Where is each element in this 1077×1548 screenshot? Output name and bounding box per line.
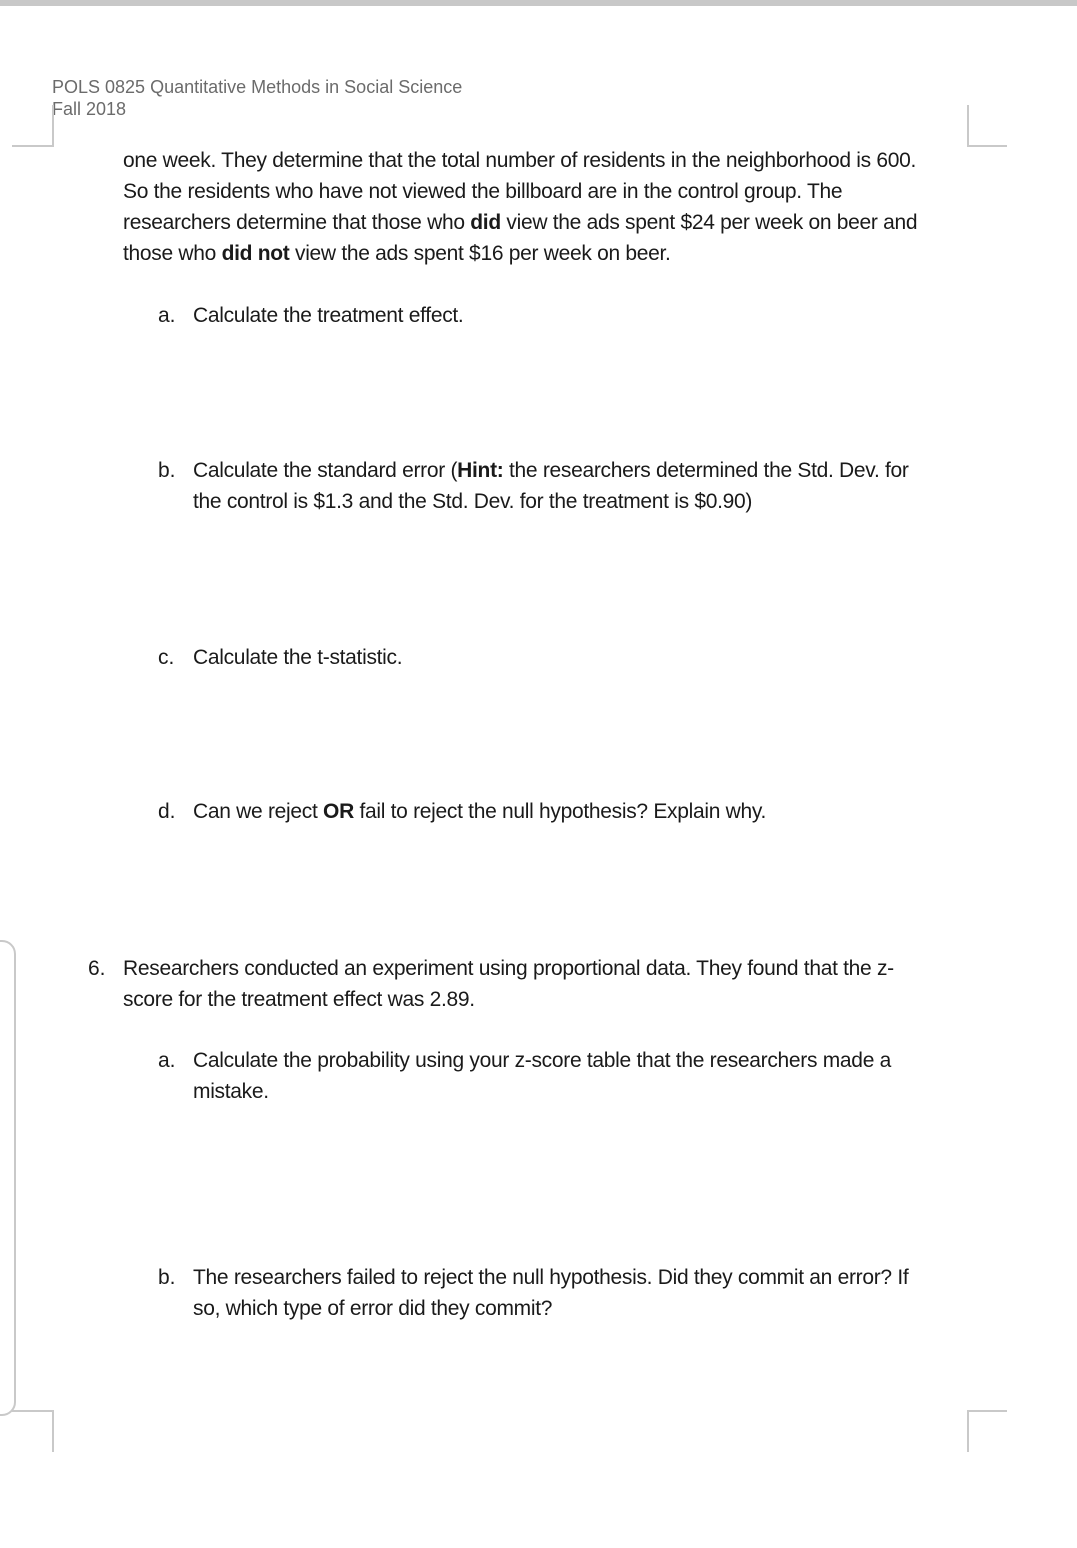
course-term: Fall 2018 bbox=[52, 99, 127, 119]
intro-emphasis: did bbox=[470, 211, 501, 234]
intro-text: view the ads spent $16 per week on beer. bbox=[289, 242, 671, 265]
subquestion-marker: d. bbox=[158, 800, 176, 823]
q6a-line: Calculate the probability using your z-score table that the researchers made a bbox=[193, 1049, 891, 1072]
hint-label: Hint: bbox=[457, 459, 504, 482]
subquestion-marker: b. bbox=[158, 1266, 176, 1289]
intro-text: researchers determine that those who bbox=[123, 211, 471, 234]
q5c-text: Calculate the t-statistic. bbox=[193, 646, 403, 669]
q6-line: Researchers conducted an experiment using proportional data. They found that the z- bbox=[123, 957, 894, 980]
q5a-text: Calculate the treatment effect. bbox=[193, 304, 464, 327]
course-title: POLS 0825 Quantitative Methods in Social Science bbox=[52, 77, 463, 97]
q5b-text: the researchers determined the Std. Dev. for bbox=[503, 459, 909, 482]
crop-mark-top-left bbox=[12, 105, 54, 147]
subquestion-marker: a. bbox=[158, 1049, 176, 1072]
intro-text: those who bbox=[123, 242, 222, 265]
intro-line: So the residents who have not viewed the billboard are in the control group. The bbox=[123, 180, 843, 203]
intro-line bbox=[123, 238, 671, 269]
top-border bbox=[0, 0, 1077, 6]
q5d-text: fail to reject the null hypothesis? Explain why. bbox=[353, 800, 767, 823]
q5b-line: the control is $1.3 and the Std. Dev. for the treatment is $0.90) bbox=[193, 490, 753, 513]
intro-text: view the ads spent $24 per week on beer and bbox=[500, 211, 918, 234]
q5d-line bbox=[193, 796, 766, 827]
q6b-line: The researchers failed to reject the null hypothesis. Did they commit an error? If bbox=[193, 1266, 909, 1289]
q5b-line bbox=[193, 455, 909, 486]
crop-mark-bottom-left bbox=[12, 1410, 54, 1452]
q5b-text: Calculate the standard error ( bbox=[193, 459, 458, 482]
crop-mark-top-right bbox=[967, 105, 1007, 147]
intro-emphasis: did not bbox=[221, 242, 290, 265]
subquestion-marker: b. bbox=[158, 459, 176, 482]
intro-line bbox=[123, 207, 917, 238]
crop-mark-bottom-right bbox=[967, 1410, 1007, 1452]
q6-line: score for the treatment effect was 2.89. bbox=[123, 988, 475, 1011]
intro-line: one week. They determine that the total number of residents in the neighborhood is 600. bbox=[123, 149, 917, 172]
q5d-text: Can we reject bbox=[193, 800, 324, 823]
q5d-emphasis: OR bbox=[323, 800, 354, 823]
page-edge-bracket bbox=[0, 940, 16, 1416]
subquestion-marker: a. bbox=[158, 304, 176, 327]
q6b-line: so, which type of error did they commit? bbox=[193, 1297, 553, 1320]
page-header bbox=[52, 76, 462, 120]
subquestion-marker: c. bbox=[158, 646, 175, 669]
question-number: 6. bbox=[88, 957, 106, 980]
q6a-line: mistake. bbox=[193, 1080, 269, 1103]
